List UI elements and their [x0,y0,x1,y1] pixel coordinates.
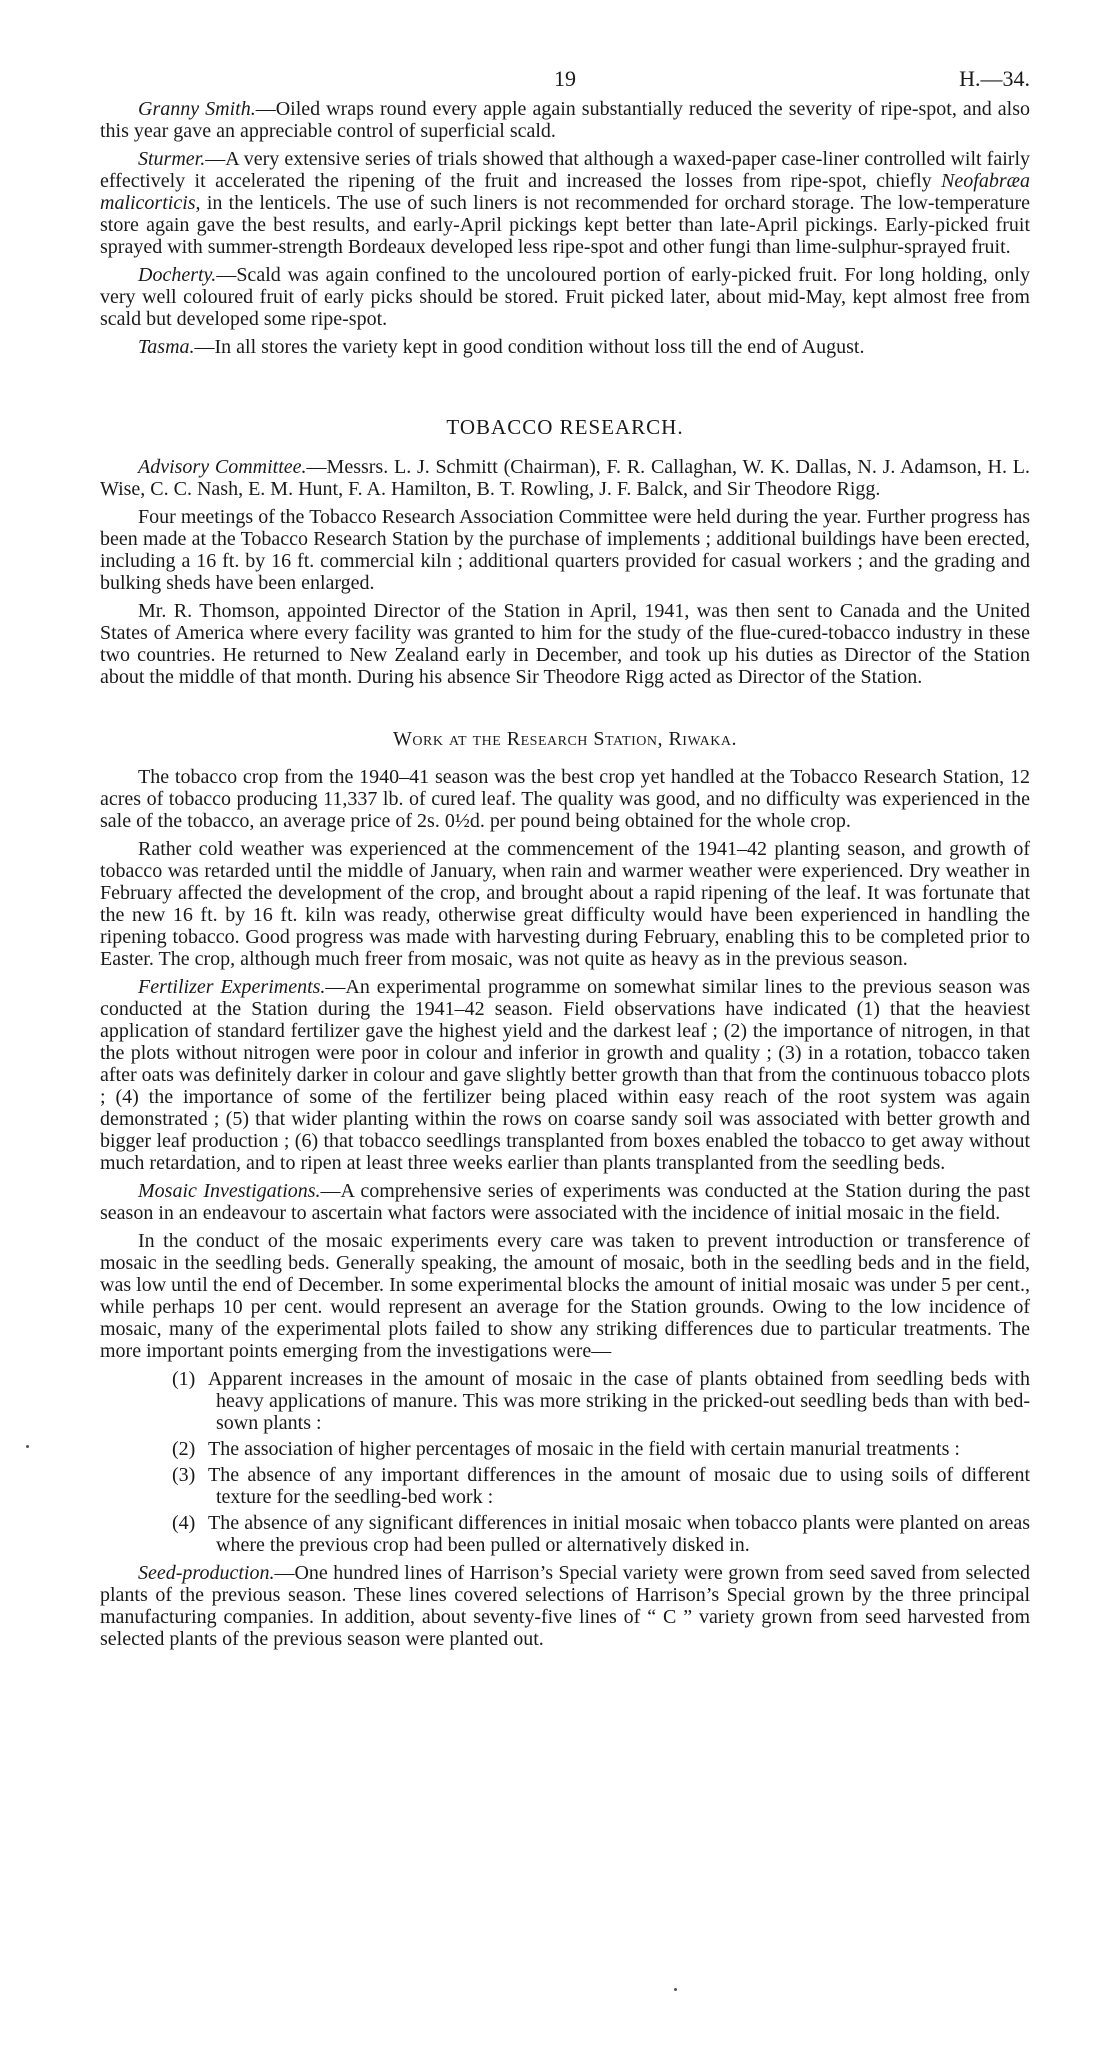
paragraph-text: —A very extensive series of trials showed that although a waxed-paper case-liner controlled wilt fairly effectively it accelerated the ripening of the fruit and increased the losses from ripe-spot, chiefly [100,148,1030,192]
list-item-number: (3) [172,1464,196,1486]
paragraph-meetings: Four meetings of the Tobacco Research Association Committee were held during the year. Further progress has been made at the Tobacco Research Station by the purchase of implements ; additional buildings have been erected, including a 16 ft. by 16 ft. commercial kiln ; additional quarters provided for casual workers ; and the grading and bulking sheds have been enlarged. [100,506,1030,594]
list-item-number: (2) [172,1438,196,1460]
page-header [100,62,1030,98]
paragraph-advisory-committee [100,456,1030,500]
list-item [100,1464,1030,1508]
paragraph-tasma [100,336,1030,358]
paragraph-text: —An experimental programme on somewhat similar lines to the previous season was conducted at the Station during the 1941–42 season. Field observations have indicated (1) that the heaviest application of standard fertilizer gave the highest yield and the darkest leaf ; (2) the importance of nitrogen, in that the plots without nitrogen were poor in colour and inferior in growth and quality ; (3) in a rotation, tobacco taken after oats was definitely darker in colour and gave slightly better growth than that from the continuous tobacco plots ; (4) the importance of some of the fertilizer being placed within easy reach of the root system was again demonstrated ; (5) that wider planting within the rows on coarse sandy soil was associated with better growth and bigger leaf production ; (6) that tobacco seedlings transplanted from boxes enabled the tobacco to get away without much retardation, and to ripen at least three weeks earlier than plants transplanted from the seedling beds. [100,976,1030,1174]
bottom-speck [674,1988,677,1991]
paragraph-text: —A comprehensive series of experiments was conducted at the Station during the past season in an endeavour to ascertain what factors were associated with the incidence of initial mosaic in the field. [100,1180,1030,1224]
variety-name: Tasma. [138,336,195,358]
list-item-number: (1) [172,1368,196,1390]
variety-name: Granny Smith. [138,98,256,120]
variety-name: Docherty. [138,264,217,286]
margin-speck [26,1445,29,1448]
list-item-text: Apparent increases in the amount of mosaic in the case of plants obtained from seedling beds with heavy applications of manure. This was more striking in the pricked-out seedling beds than with bed-sown plants : [208,1368,1030,1434]
fungus-name: Neofabræa malicorticis, [100,170,1030,214]
paragraph-granny-smith [100,98,1030,142]
list-item-text: The absence of any important differences in the amount of mosaic due to using soils of different texture for the seedling-bed work : [208,1464,1030,1508]
paragraph-lead: Seed-production. [138,1562,275,1584]
variety-name: Sturmer. [138,148,206,170]
list-item [100,1438,1030,1460]
list-item-text: The association of higher percentages of mosaic in the field with certain manurial treatments : [208,1438,960,1460]
page-number: 19 [554,66,576,91]
paragraph-text: —Messrs. L. J. Schmitt (Chairman), F. R. Callaghan, W. K. Dallas, N. J. Adamson, H. L. Wise, C. C. Nash, E. M. Hunt, F. A. Hamilton, B. T. Rowling, J. F. Balck, and Sir Theodore Rigg. [100,456,1030,500]
list-item-text: The absence of any significant differences in initial mosaic when tobacco plants were planted on areas where the previous crop had been pulled or alternatively disked in. [208,1512,1030,1556]
list-item [100,1368,1030,1434]
paragraph-lead: Mosaic Investigations. [138,1180,321,1202]
paragraph-text: —One hundred lines of Harrison’s Special variety were grown from seed saved from selected plants of the previous season. These lines covered selections of Harrison’s Special grown by the three principal manufacturing companies. In addition, about seventy-five lines of “ C ” variety grown from seed harvested from selected plants of the previous season were planted out. [100,1562,1030,1650]
paragraph-seed-production [100,1562,1030,1650]
section-title-tobacco-research: TOBACCO RESEARCH. [446,415,684,439]
paragraph-director: Mr. R. Thomson, appointed Director of the Station in April, 1941, was then sent to Canada and the United States of America where every facility was granted to him for the study of the flue-cured-tobacco industry in these two countries. He returned to New Zealand early in December, and took up his duties as Director of the Station about the middle of that month. During his absence Sir Theodore Rigg acted as Director of the Station. [100,600,1030,688]
paragraph-weather: Rather cold weather was experienced at the commencement of the 1941–42 planting season, and growth of tobacco was retarded until the middle of January, when rain and warmer weather were experienced. Dry weather in February affected the development of the crop, and brought about a rapid ripening of the leaf. It was fortunate that the new 16 ft. by 16 ft. kiln was ready, otherwise great difficulty would have been experienced in handling the ripening tobacco. Good progress was made with harvesting during February, enabling this to be completed prior to Easter. The crop, although much freer from mosaic, was not quite as heavy as in the previous season. [100,838,1030,970]
paragraph-lead: Advisory Committee. [138,456,307,478]
paragraph-crop-1940: The tobacco crop from the 1940–41 season was the best crop yet handled at the Tobacco Research Station, 12 acres of tobacco producing 11,337 lb. of cured leaf. The quality was good, and no difficulty was experienced in the sale of the tobacco, an average price of 2s. 0½d. per pound being obtained for the whole crop. [100,766,1030,832]
list-item-number: (4) [172,1512,196,1534]
paragraph-text: —Scald was again confined to the uncoloured portion of early-picked fruit. For long holding, only very well coloured fruit of early picks should be stored. Fruit picked later, about mid-May, kept almost free from scald but developed some ripe-spot. [100,264,1030,330]
paragraph-text: —In all stores the variety kept in good condition without loss till the end of August. [194,336,865,358]
subsection-title-research-station: Work at the Research Station, Riwaka. [393,728,737,750]
list-item [100,1512,1030,1556]
paragraph-lead: Fertilizer Experiments. [138,976,326,998]
paragraph-sturmer [100,148,1030,258]
paragraph-text: —Oiled wraps round every apple again substantially reduced the severity of ripe-spot, and also this year gave an appreciable control of superficial scald. [100,98,1030,142]
paragraph-docherty [100,264,1030,330]
paragraph-mosaic [100,1180,1030,1224]
paragraph-fertilizer [100,976,1030,1174]
paragraph-text: in the lenticels. The use of such liners is not recommended for orchard storage. The low-temperature store again gave the best results, and early-April pickings kept better than late-April pickings. Early-picked fruit sprayed with summer-strength Bordeaux developed less ripe-spot and other fungi than lime-sulphur-sprayed fruit. [100,192,1030,258]
document-code: H.—34. [959,66,1030,91]
paragraph-mosaic-conduct: In the conduct of the mosaic experiments every care was taken to prevent introduction or transference of mosaic in the seedling beds. Generally speaking, the amount of mosaic, both in the seedling beds and in the field, was low until the end of December. In some experimental blocks the amount of initial mosaic was under 5 per cent., while perhaps 10 per cent. would represent an average for the Station grounds. Owing to the low incidence of mosaic, many of the experimental plots failed to show any striking differences due to particular treatments. The more important points emerging from the investigations were— [100,1230,1030,1362]
findings-list [100,1368,1030,1556]
